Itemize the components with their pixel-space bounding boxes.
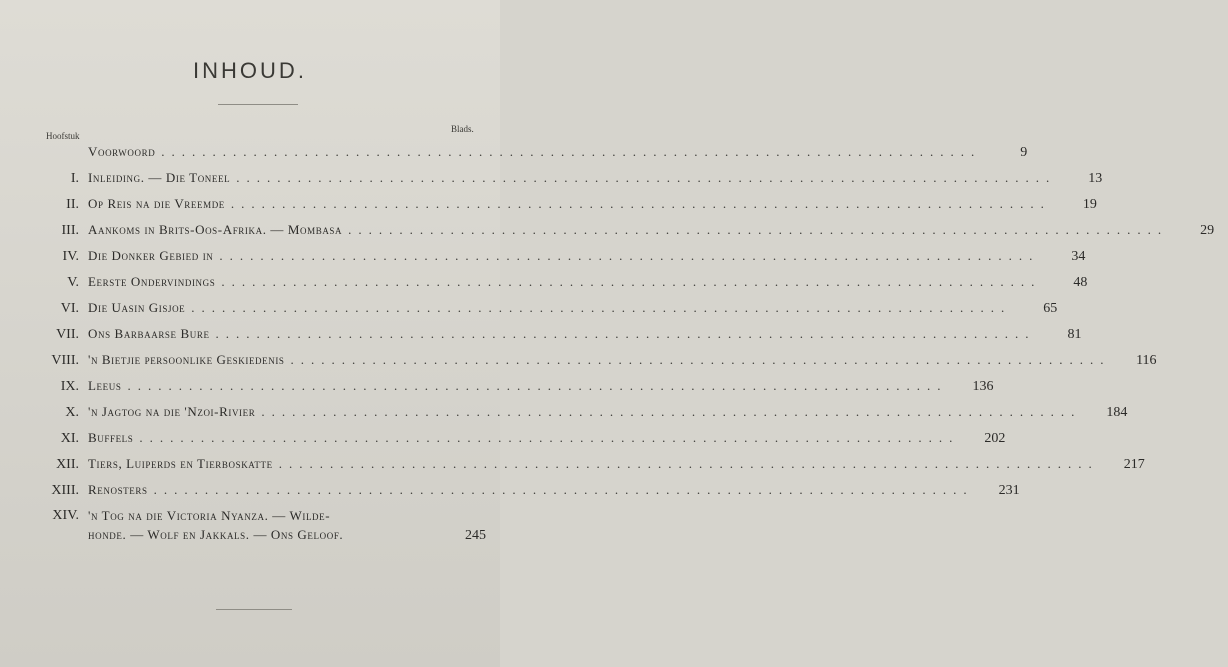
chapter-title: [88, 456, 1099, 472]
chapter-title: [88, 274, 1041, 290]
toc-entry: [0, 482, 1020, 508]
chapter-title: [88, 326, 1036, 342]
chapter-title: [88, 404, 1081, 420]
dot-leader: ................................................................................: [215, 326, 1036, 341]
chapter-number: II.: [66, 197, 79, 212]
chapter-number: X.: [65, 405, 79, 420]
page-number: 231: [998, 483, 1020, 498]
chapter-title: [88, 248, 1039, 264]
table-of-contents: [0, 144, 1215, 550]
page-number: 13: [1088, 171, 1103, 186]
dot-leader: ................................................................................: [236, 170, 1057, 185]
chapter-title-text: Voorwoord: [88, 144, 156, 159]
dot-leader: ................................................................................: [290, 352, 1111, 367]
chapter-number: IV.: [62, 249, 79, 264]
chapter-number: IX.: [60, 379, 79, 394]
toc-entry: [0, 404, 1128, 430]
toc-entry: [0, 508, 500, 550]
chapter-number: VII.: [56, 327, 79, 342]
toc-entry: [0, 378, 994, 404]
page-number: 136: [972, 379, 994, 394]
chapter-title: [88, 482, 974, 498]
dot-leader: ................................................................................: [278, 456, 1099, 471]
toc-entry: [0, 300, 1058, 326]
chapter-title: [88, 144, 981, 160]
chapter-title-text: Eerste Ondervindings: [88, 274, 216, 289]
dot-leader: ................................................................................: [221, 274, 1042, 289]
toc-entry: [0, 456, 1145, 482]
dot-leader: ................................................................................: [139, 430, 960, 445]
toc-entry: [0, 274, 1088, 300]
dot-leader: ................................................................................: [219, 248, 1040, 263]
toc-entry: [0, 196, 1097, 222]
chapter-title-text: Op Reis na die Vreemde: [88, 196, 225, 211]
chapter-number: XIII.: [51, 483, 79, 498]
chapter-column-label: Hoofstuk: [46, 131, 80, 141]
page-number: 217: [1123, 457, 1145, 472]
toc-entry: [0, 326, 1082, 352]
page-number: 48: [1073, 275, 1088, 290]
chapter-number: XII.: [56, 457, 79, 472]
page-number: 81: [1067, 327, 1082, 342]
page-number: 202: [984, 431, 1006, 446]
chapter-title: [88, 378, 947, 394]
chapter-title-text: Inleiding. — Die Toneel: [88, 170, 231, 185]
chapter-number: V.: [67, 275, 79, 290]
dot-leader: ................................................................................: [153, 482, 974, 497]
chapter-title: [88, 170, 1056, 186]
page-number: 116: [1136, 353, 1157, 368]
toc-entry: [0, 248, 1086, 274]
toc-entry: [0, 352, 1157, 378]
page-column-label: Blads.: [451, 124, 474, 134]
chapter-number: VIII.: [51, 353, 79, 368]
page-number: 184: [1106, 405, 1128, 420]
page-number: 245: [465, 528, 486, 543]
bottom-divider: [216, 609, 292, 610]
chapter-number: VI.: [60, 301, 79, 316]
toc-entry: [0, 144, 1028, 170]
dot-leader: ................................................................................: [127, 378, 948, 393]
page-number: 34: [1071, 249, 1086, 264]
toc-entry: [0, 430, 1006, 456]
page-number: 19: [1082, 197, 1097, 212]
chapter-title: [88, 508, 440, 543]
dot-leader: ................................................................................: [161, 144, 982, 159]
chapter-title-text: Buffels: [88, 430, 134, 445]
chapter-title-line1: 'n Tog na die Victoria Nyanza. — Wilde-: [88, 508, 331, 523]
chapter-title: [88, 222, 1168, 238]
chapter-title-text: 'n Bietjie persoonlike Geskiedenis: [88, 352, 285, 367]
page-title: INHOUD.: [193, 58, 307, 83]
title-divider: [218, 104, 298, 105]
chapter-title: [88, 300, 1011, 316]
chapter-title-text: Tiers, Luiperds en Tierboskatte: [88, 456, 273, 471]
dot-leader: ................................................................................: [261, 404, 1082, 419]
chapter-number: XI.: [60, 431, 79, 446]
page-number: 65: [1043, 301, 1058, 316]
chapter-title: [88, 430, 959, 446]
dot-leader: ................................................................................: [230, 196, 1051, 211]
chapter-title-text: Die Uasin Gisjoe: [88, 300, 186, 315]
toc-entry: [0, 170, 1103, 196]
chapter-title-line2: honde. — Wolf en Jakkals. — Ons Geloof.: [88, 527, 344, 542]
chapter-title-text: Die Donker Gebied in: [88, 248, 214, 263]
chapter-title: [88, 196, 1051, 212]
chapter-title-text: Ons Barbaarse Bure: [88, 326, 210, 341]
page-number: 9: [1020, 145, 1028, 160]
chapter-number: XIV.: [52, 508, 79, 523]
dot-leader: ................................................................................: [191, 300, 1012, 315]
page-number: 29: [1200, 223, 1215, 238]
chapter-title-text: Leeus: [88, 378, 122, 393]
chapter-title-text: Aankoms in Brits-Oos-Afrika. — Mombasa: [88, 222, 343, 237]
chapter-number: III.: [61, 223, 79, 238]
chapter-number: I.: [70, 171, 79, 186]
dot-leader: ................................................................................: [348, 222, 1169, 237]
chapter-title: [88, 352, 1111, 368]
chapter-title-text: 'n Jagtog na die 'Nzoi-Rivier: [88, 404, 256, 419]
toc-entry: [0, 222, 1215, 248]
chapter-title-text: Renosters: [88, 482, 148, 497]
